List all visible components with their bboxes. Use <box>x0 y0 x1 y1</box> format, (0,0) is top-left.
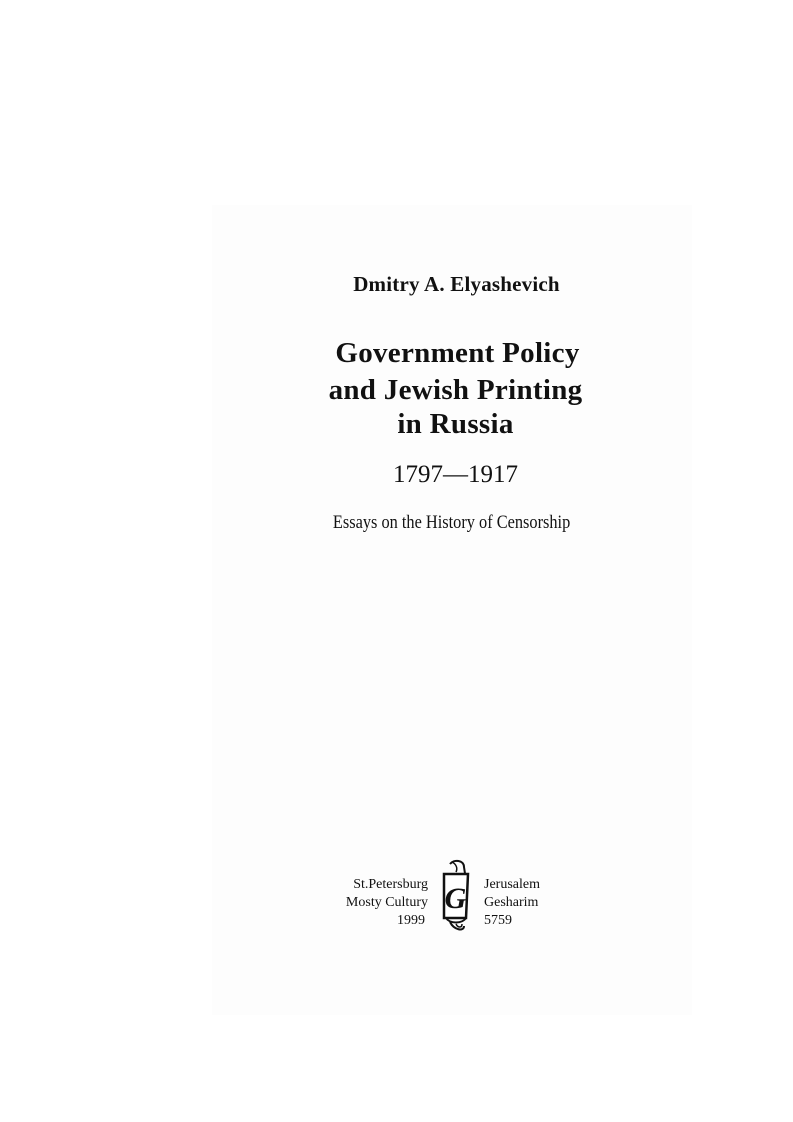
book-title-line-2: and Jewish Printing <box>328 374 583 406</box>
book-subtitle: Essays on the History of Censorship <box>332 512 571 533</box>
imprint-right-year: 5759 <box>484 913 512 928</box>
imprint-left <box>346 876 428 930</box>
imprint-left-city: St.Petersburg <box>353 877 428 892</box>
imprint-right-city: Jerusalem <box>484 877 540 892</box>
imprint-right <box>484 876 540 930</box>
year-range: 1797—1917 <box>393 461 518 488</box>
book-title-line-3: in Russia <box>397 408 514 440</box>
logo-letter: G <box>444 882 467 915</box>
publisher-logo-scroll-icon <box>436 858 476 938</box>
imprint-left-publisher: Mosty Cultury <box>345 895 428 910</box>
imprint-right-publisher: Gesharim <box>484 895 539 910</box>
author-name: Dmitry A. Elyashevich <box>353 272 560 296</box>
book-title-line-1: Government Policy <box>335 337 580 369</box>
imprint-left-year: 1999 <box>397 913 425 928</box>
